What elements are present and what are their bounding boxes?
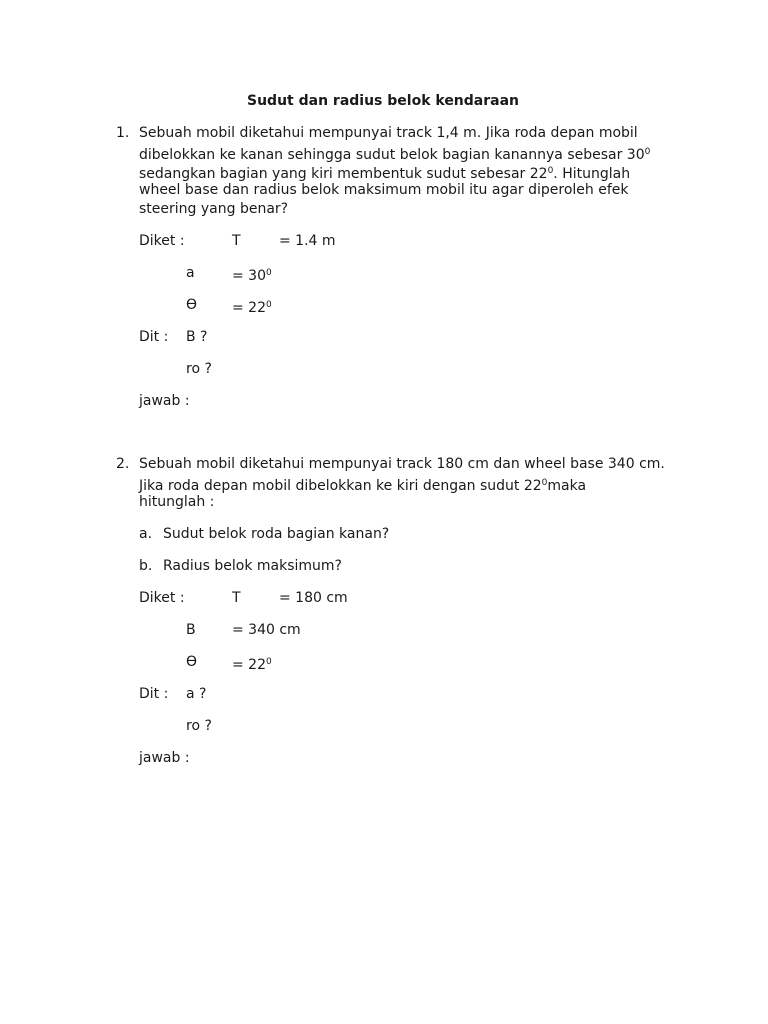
q1-line-1: Sebuah mobil diketahui mempunyai track 1,4 m. Jika roda depan mobil bbox=[139, 125, 638, 141]
q1-line-2: dibelokkan ke kanan sehingga sudut belok bagian kanannya sebesar $30^0$ bbox=[139, 147, 651, 163]
q2-sub-a-text: Sudut belok roda bagian kanan? bbox=[163, 526, 390, 542]
q1-dit-label: Dit : bbox=[139, 329, 169, 345]
q2-line-2: Jika roda depan mobil dibelokkan ke kiri dengan sudut $22^0maka$ bbox=[139, 478, 587, 494]
q2-dit-label: Dit : bbox=[139, 686, 169, 702]
q2-asked-1: a ? bbox=[186, 686, 207, 702]
q1-given-sym-1: T bbox=[232, 233, 241, 249]
q2-line-3: hitunglah : bbox=[139, 494, 215, 510]
q2-diket-label: Diket : bbox=[139, 590, 185, 606]
q2-asked-2: ro ? bbox=[186, 718, 212, 734]
q1-diket-label: Diket : bbox=[139, 233, 185, 249]
q2-number: 2. bbox=[116, 456, 130, 472]
q2-given-sym-1: T bbox=[232, 590, 241, 606]
q1-given-val-1: = 1.4 m bbox=[279, 233, 336, 249]
q2-given-val-3: = $22^0$ bbox=[232, 657, 272, 673]
q2-given-sym-2: B bbox=[186, 622, 196, 638]
q1-given-sym-2: a bbox=[186, 265, 195, 281]
q1-given-sym-3: Ө bbox=[186, 297, 198, 313]
q1-line-4: wheel base dan radius belok maksimum mobil itu agar diperoleh efek bbox=[139, 182, 629, 198]
q1-given-val-2: = $30^0$ bbox=[232, 268, 272, 284]
q2-sub-b-letter: b. bbox=[139, 558, 153, 574]
degree-mark: 0 bbox=[266, 657, 272, 667]
q1-given-val-3: = $22^0$ bbox=[232, 300, 272, 316]
q2-given-val-1: = 180 cm bbox=[279, 590, 348, 606]
q2-line-1: Sebuah mobil diketahui mempunyai track 180 cm dan wheel base 340 cm. bbox=[139, 456, 665, 472]
degree-mark: 0 bbox=[644, 147, 651, 157]
q1-line-3: sedangkan bagian yang kiri membentuk sudut sebesar $22^0$. Hitunglah bbox=[139, 166, 631, 182]
q2-sub-a-letter: a. bbox=[139, 526, 153, 542]
q1-number: 1. bbox=[116, 125, 130, 141]
degree-mark: 0 bbox=[547, 166, 554, 176]
degree-mark: 0 bbox=[266, 300, 272, 310]
q1-jawab: jawab : bbox=[139, 393, 190, 409]
q1-asked-2: ro ? bbox=[186, 361, 212, 377]
q2-given-val-2: = 340 cm bbox=[232, 622, 301, 638]
q1-asked-1: B ? bbox=[186, 329, 208, 345]
degree-mark: 0 bbox=[266, 268, 272, 278]
q1-line-5: steering yang benar? bbox=[139, 201, 289, 217]
q2-sub-b-text: Radius belok maksimum? bbox=[163, 558, 342, 574]
q2-jawab: jawab : bbox=[139, 750, 190, 766]
q2-given-sym-3: Ө bbox=[186, 654, 198, 670]
degree-mark: 0 bbox=[541, 478, 548, 488]
document-title: Sudut dan radius belok kendaraan bbox=[247, 93, 520, 109]
